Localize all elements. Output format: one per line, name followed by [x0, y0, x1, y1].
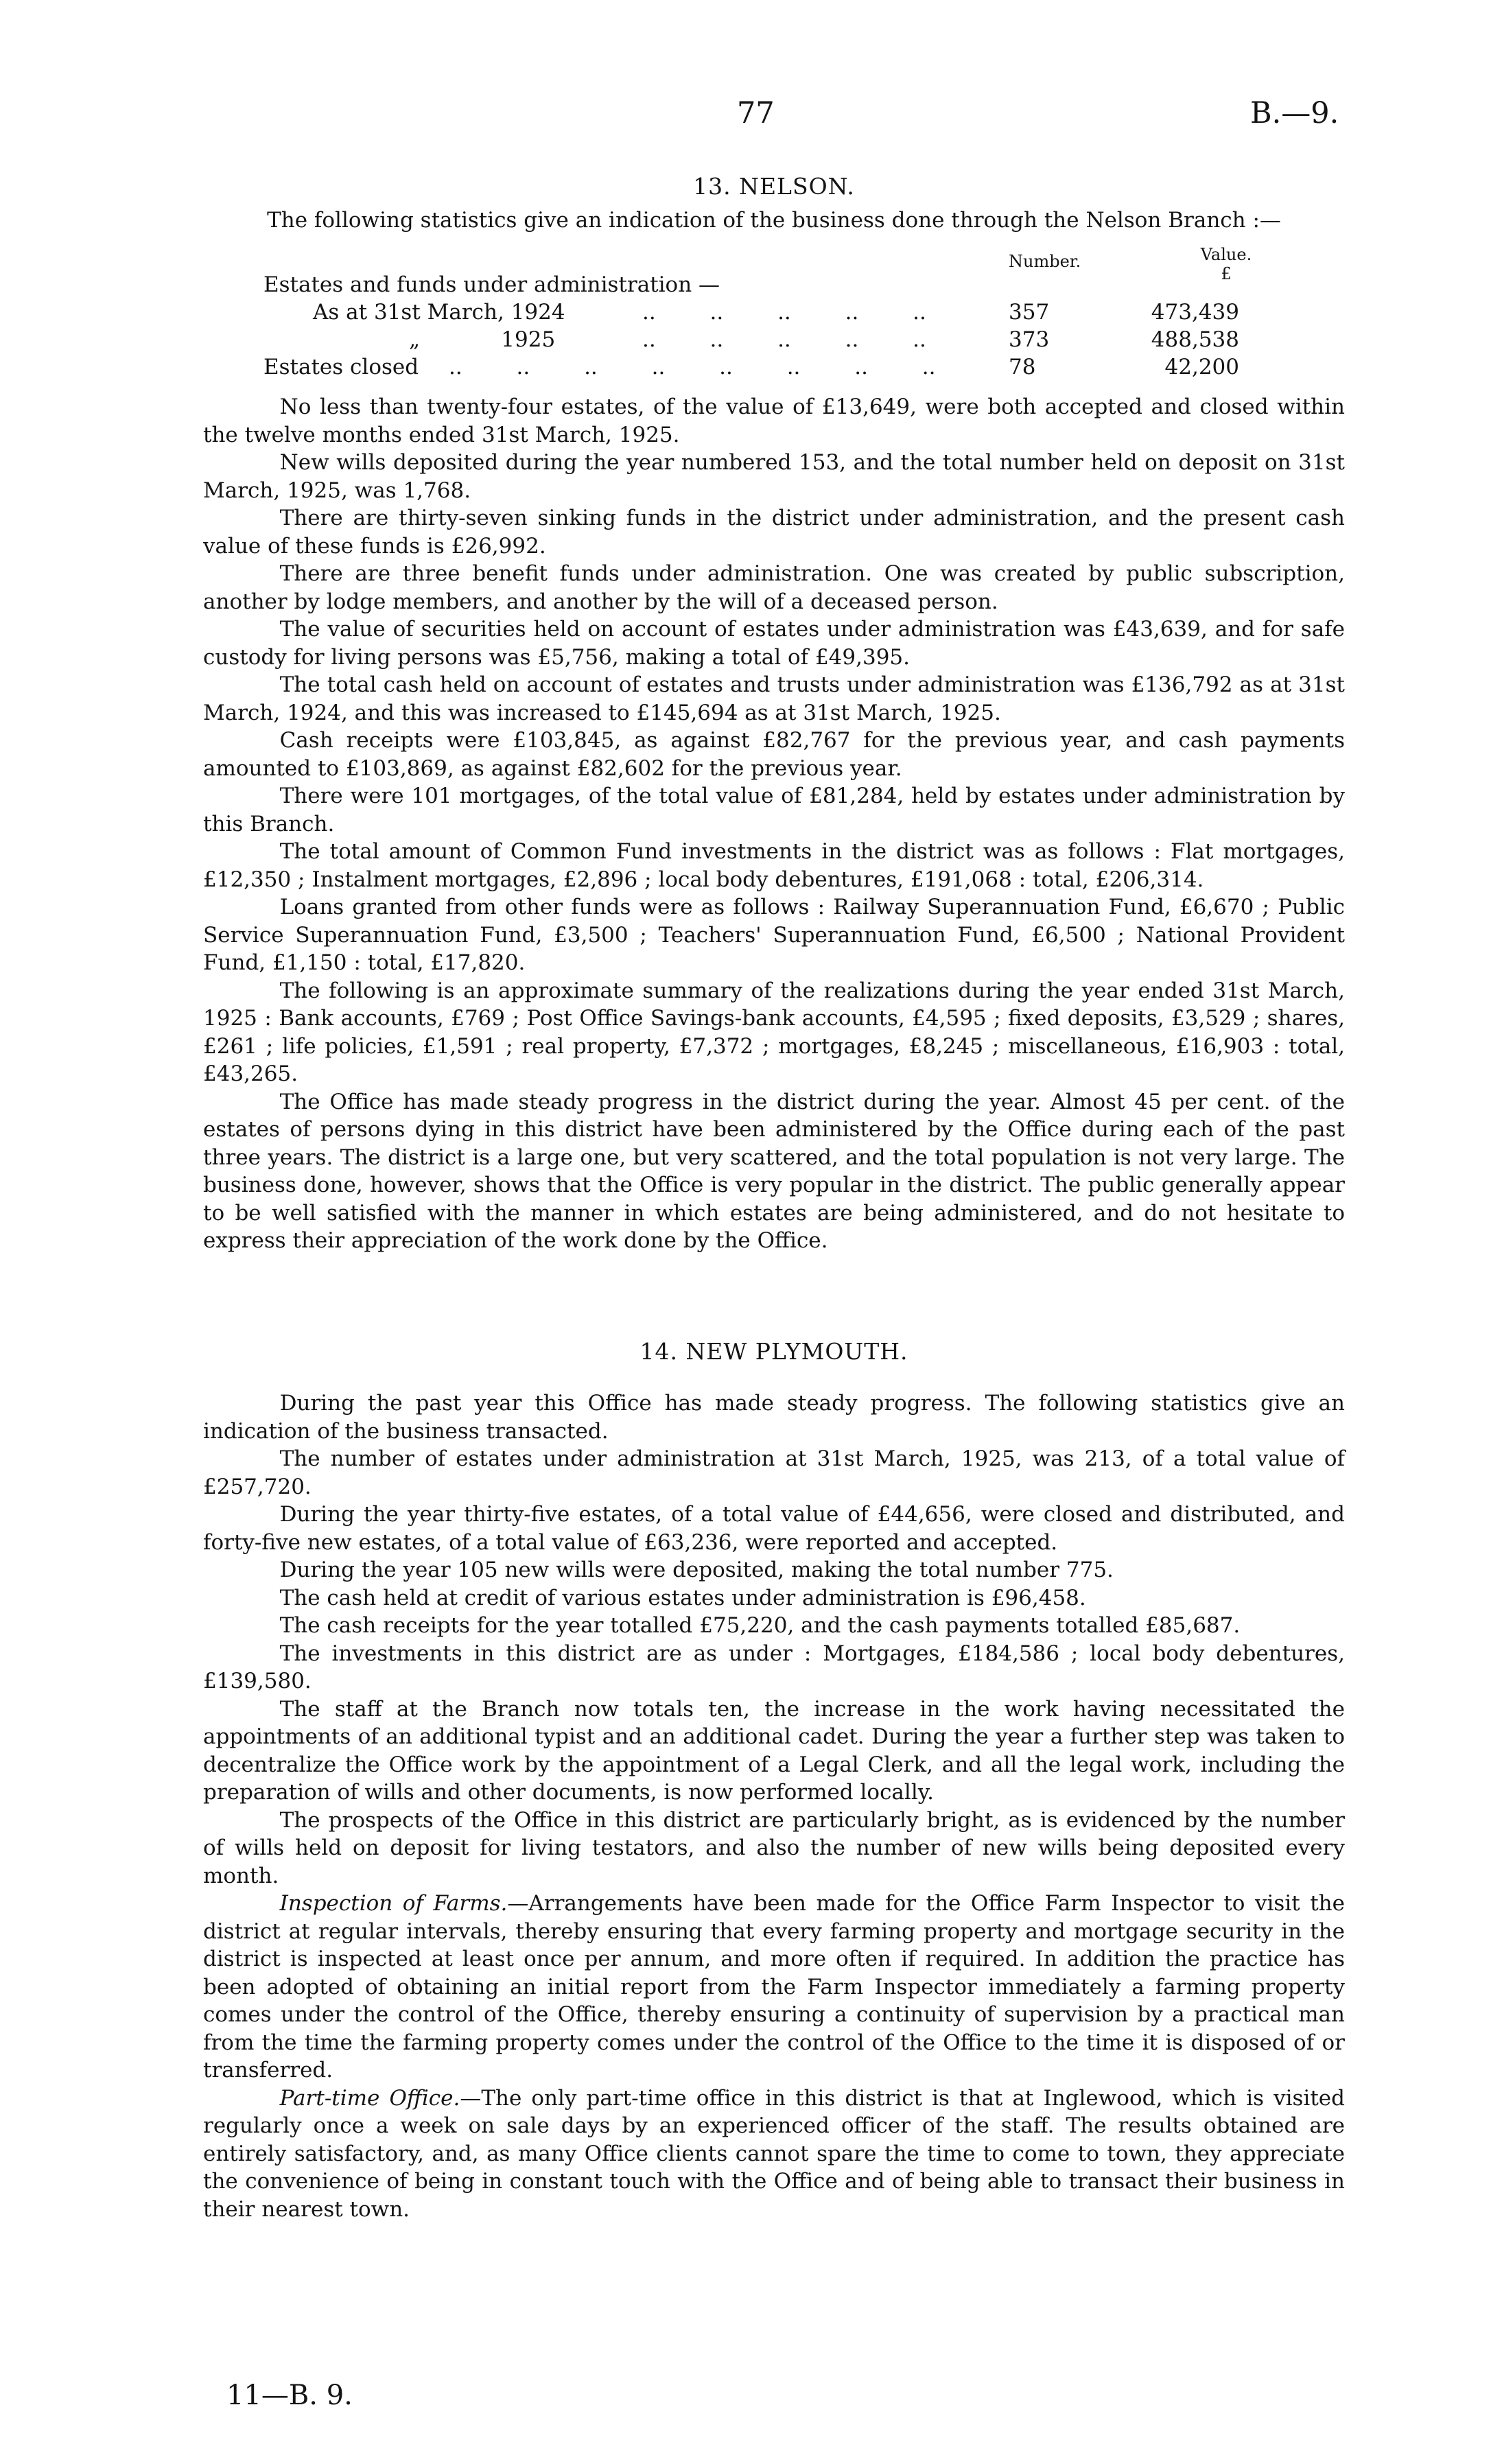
document-reference: B.—9. — [1250, 96, 1339, 130]
paragraph: There are thirty-seven sinking funds in the district under administration, and the present cash value of these funds is £26,992. — [203, 506, 1345, 559]
part-time-title: Part-time Office. — [279, 2085, 460, 2111]
paragraph: The prospects of the Office in this district are particularly bright, as is evidenced by the number of wills held on deposit for living testators, and also the number of new wills being deposited every month. — [203, 1807, 1345, 1888]
stats-row — [203, 327, 1239, 355]
paragraph: The number of estates under administration at 31st March, 1925, was 213, of a total value of £257,720. — [203, 1446, 1345, 1499]
leader-dots: .. .. .. .. .. .. .. .. — [449, 355, 936, 379]
stats-row-value: 42,200 — [1164, 355, 1239, 379]
stats-row-label: „ 1925 — [409, 327, 556, 352]
leader-dots: .. .. .. .. .. — [642, 300, 926, 325]
new-plymouth-heading: 14. NEW PLYMOUTH. — [639, 1338, 908, 1365]
paragraph: During the year 105 new wills were deposited, making the total number 775. — [279, 1558, 1114, 1582]
stats-header-value-unit: £ — [1221, 264, 1232, 283]
stats-row-number: 373 — [1009, 327, 1050, 352]
paragraph: New wills deposited during the year numbered 153, and the total number held on deposit on 31st March, 1925, was 1,768. — [203, 450, 1345, 503]
stats-row-value: 488,538 — [1151, 327, 1239, 352]
paragraph: The staff at the Branch now totals ten, the increase in the work having necessitated the appointments of an additional typist and an additional cadet. During the year a further step was taken to decentralize the Office work by the appointment of a Legal Clerk, and all the legal work, including the preparation of wills and other documents, is now performed locally. — [203, 1696, 1345, 1805]
part-time-paragraph — [203, 2085, 1345, 2224]
paragraph: During the year thirty-five estates, of a total value of £44,656, were closed and distributed, and forty-five new estates, of a total value of £63,236, were reported and accepted. — [203, 1502, 1345, 1555]
paragraph: There are three benefit funds under administration. One was created by public subscription, another by lodge members, and another by the will of a deceased person. — [203, 561, 1345, 614]
paragraph: Loans granted from other funds were as follows : Railway Superannuation Fund, £6,670 ; Public Service Superannuation Fund, £3,500 ; Teachers' Superannuation Fund, £6,500 ; National Provident Fund, £1,150 : total, £17,820. — [203, 895, 1345, 975]
stats-row-number: 78 — [1009, 355, 1036, 379]
stats-row-label: Estates closed — [263, 355, 419, 379]
paragraph: The cash receipts for the year totalled £75,220, and the cash payments totalled £85,687. — [279, 1613, 1241, 1638]
paragraph: The total cash held on account of estates and trusts under administration was £136,792 as at 31st March, 1924, and this was increased to £145,694 as at 31st March, 1925. — [203, 672, 1345, 725]
stats-row-label: As at 31st March, 1924 — [313, 300, 565, 325]
paragraph: The investments in this district are as under : Mortgages, £184,586 ; local body debentures, £139,580. — [203, 1641, 1345, 1693]
paragraph: The Office has made steady progress in the district during the year. Almost 45 per cent. of the estates of persons dying in this district have been administered by the Office during each of the past three years. The district is a large one, but very scattered, and the total population is not very large. The business done, however, shows that the Office is very popular in the district. The public generally appear to be well satisfied with the manner in which estates are being administered, and do not hesitate to express their appreciation of the work done by the Office. — [203, 1089, 1345, 1253]
stats-group-label: Estates and funds under administration — — [263, 272, 720, 297]
stats-row-value: 473,439 — [1151, 300, 1239, 325]
new-plymouth-section — [203, 1338, 1345, 2223]
paragraph: During the past year this Office has made steady progress. The following statistics give an indication of the business transacted. — [203, 1391, 1345, 1444]
paragraph: The cash held at credit of various estates under administration is £96,458. — [279, 1585, 1086, 1610]
leader-dots: .. .. .. .. .. — [642, 327, 926, 352]
page-number: 77 — [737, 96, 775, 130]
inspection-paragraph — [203, 1890, 1345, 2085]
part-time-text: —The only part-time office in this district is that at Inglewood, which is visited regularly once a week on sale days by an experienced officer of the staff. The results obtained are entirely satisfactory, and, as many Office clients cannot spare the time to come to town, they appreciate the convenience of being in constant touch with the Office and of being able to transact their business in their nearest town. — [203, 2085, 1345, 2222]
nelson-body — [203, 393, 1345, 1255]
stats-header-value-label: Value. — [1200, 245, 1252, 264]
page-header — [0, 96, 1491, 137]
paragraph: The value of securities held on account of estates under administration was £43,639, and for safe custody for living persons was £5,756, making a total of £49,395. — [203, 617, 1345, 670]
nelson-heading: 13. NELSON. — [693, 173, 855, 200]
nelson-stats-table — [203, 245, 1345, 393]
stats-label-row — [203, 272, 1239, 300]
stats-row — [203, 300, 1239, 327]
stats-row — [203, 355, 1239, 382]
paragraph: Cash receipts were £103,845, as against £82,767 for the previous year, and cash payments amounted to £103,869, as against £82,602 for the previous year. — [203, 728, 1345, 781]
stats-row-number: 357 — [1009, 300, 1050, 325]
paragraph: The following is an approximate summary of the realizations during the year ended 31st March, 1925 : Bank accounts, £769 ; Post Office Savings-bank accounts, £4,595 ; fixed deposits, £3,529 ; shares, £261 ; life policies, £1,591 ; real property, £7,372 ; mortgages, £8,245 ; miscellaneous, £16,903 : total, £43,265. — [203, 978, 1345, 1086]
paragraph: The total amount of Common Fund investments in the district was as follows : Flat mortgages, £12,350 ; Instalment mortgages, £2,896 ; local body debentures, £191,068 : total, £206,314. — [203, 839, 1345, 892]
nelson-section — [203, 173, 1345, 1255]
stats-header-number: Number. — [1009, 252, 1081, 271]
paragraph: There were 101 mortgages, of the total value of £81,284, held by estates under administration by this Branch. — [203, 784, 1345, 836]
paragraph: No less than twenty-four estates, of the value of £13,649, were both accepted and closed within the twelve months ended 31st March, 1925. — [203, 395, 1345, 447]
nelson-lead: The following statistics give an indication of the business done through the Nelson Branch :— — [267, 208, 1281, 233]
inspection-text: —Arrangements have been made for the Office Farm Inspector to visit the district at regular intervals, thereby ensuring that every farming property and mortgage security in the district is inspected at least once per annum, and more often if required. In addition the practice has been adopted of obtaining an initial report from the Farm Inspector immediately a farming property comes under the control of the Office, thereby ensuring a continuity of supervision by a practical man from the time the farming property comes under the control of the Office to the time it is disposed of or transferred. — [203, 1891, 1345, 2082]
inspection-title: Inspection of Farms. — [279, 1891, 508, 1916]
signature-mark: 11—B. 9. — [226, 2380, 353, 2411]
